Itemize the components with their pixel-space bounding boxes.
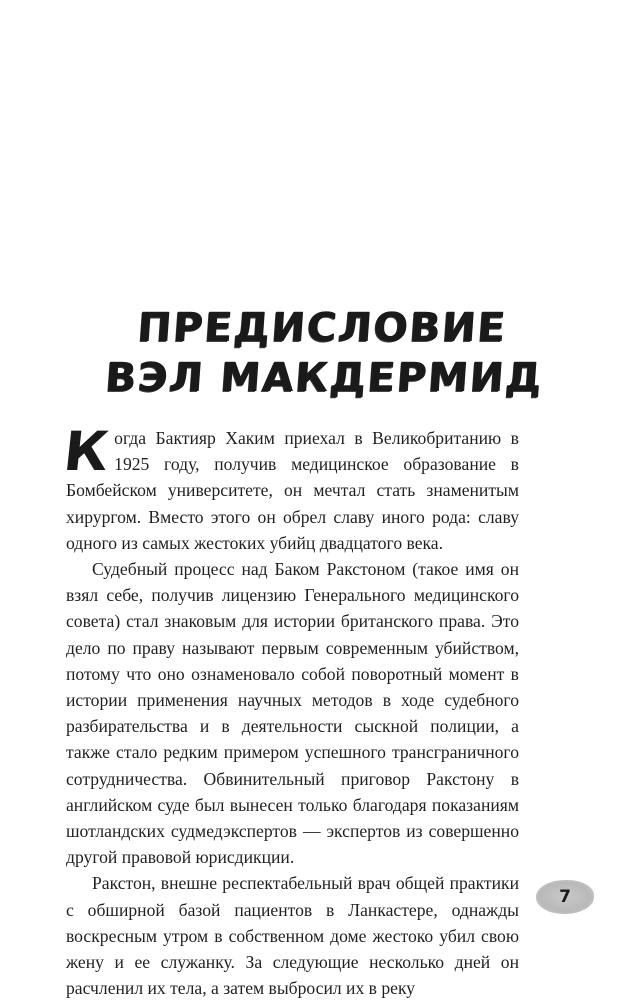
paragraph-1-text: огда Бактияр Хаким приехал в Великобританию в 1925 году, получив медицинское образование в Бомбейском университете, он мечтал стать знаменитым хирургом. Вместо этого он обрел славу иного рода: славу одного из самых жестоких убийц двадцатого века. <box>66 428 519 553</box>
page-number: 7 <box>559 887 571 907</box>
body-text <box>60 420 519 1001</box>
paragraph-2: Судебный процесс над Баком Ракстоном (такое имя он взял себе, получив лицензию Генерального медицинского совета) стал знаковым для истории британского права. Это дело по праву называют первым современным убийством, потому что оно ознаменовало собой поворотный момент в истории применения научных методов в ходе судебного разбирательства и в деятельности сыскной полиции, а также стало редким примером успешного трансграничного сотрудничества. Обвинительный приговор Ракстону в английском суде был вынесен только благодаря показаниям шотландских судмедэкспертов — экспертов из совершенно другой правовой юрисдикции. <box>66 559 519 868</box>
chapter-heading <box>0 303 644 403</box>
paragraph-3: Ракстон, внешне респектабельный врач общей практики с обширной базой пациентов в Ланкастере, однажды воскресным утром в собственном доме жестоко убил свою жену и ее служанку. За следующие несколько дней он расчленил их тела, а затем выбросил их в реку <box>66 873 519 999</box>
drop-cap: К <box>60 420 112 483</box>
paragraph-1 <box>60 420 519 556</box>
chapter-author: ВЭЛ МАКДЕРМИД <box>103 355 545 401</box>
chapter-title: ПРЕДИСЛОВИЕ <box>135 305 509 351</box>
